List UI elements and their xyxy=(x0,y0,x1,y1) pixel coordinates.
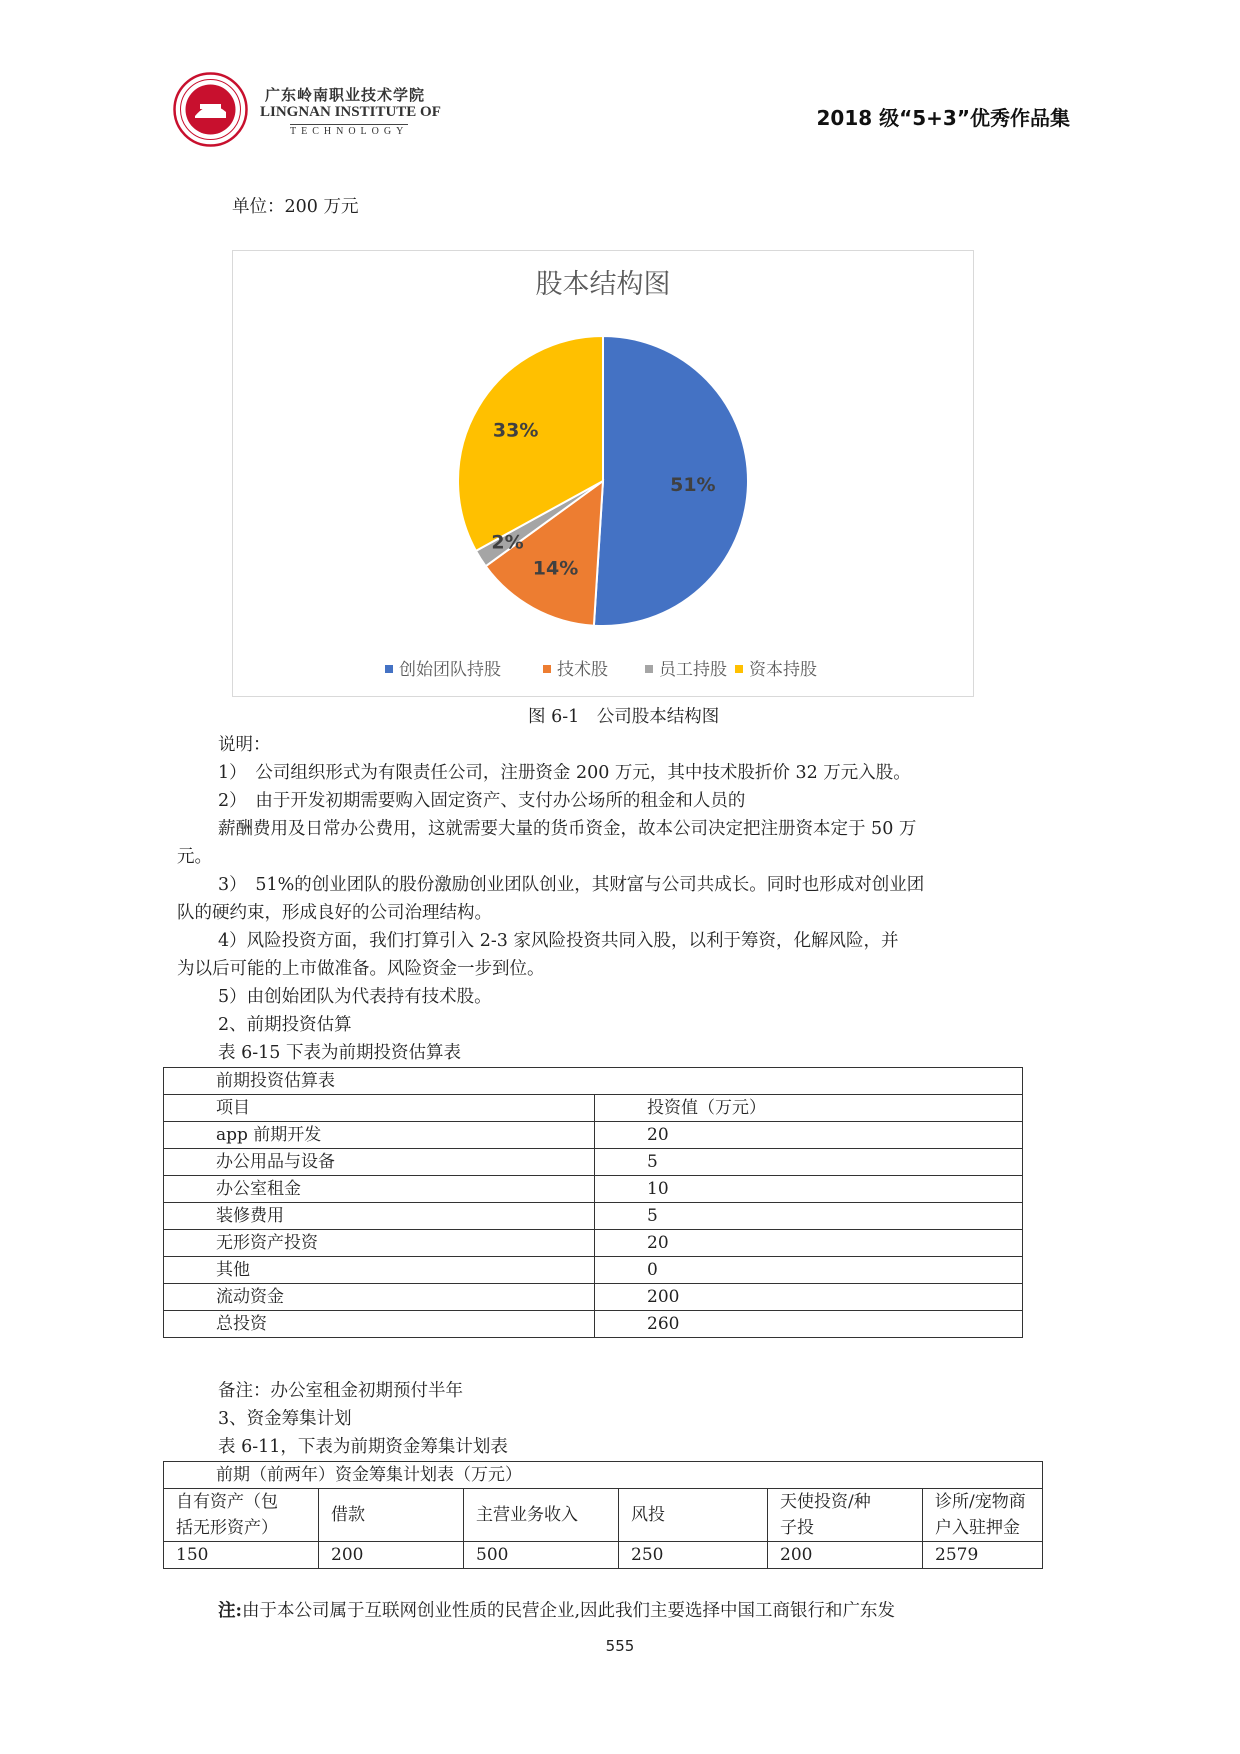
note-line: 薪酬费用及日常办公费用，这就需要大量的货币资金，故本公司决定把注册资本定于 50 万 xyxy=(218,819,917,839)
table-cell: 260 xyxy=(595,1311,1023,1338)
pie-data-label: 2% xyxy=(491,531,524,554)
pie-chart-frame xyxy=(232,250,974,697)
table-cell: 其他 xyxy=(164,1257,595,1284)
table-cell: 10 xyxy=(595,1176,1023,1203)
column-header xyxy=(619,1489,768,1542)
note-line: 5）由创始团队为代表持有技术股。 xyxy=(218,987,492,1007)
table-cell: 无形资产投资 xyxy=(164,1230,595,1257)
legend-label: 技术股 xyxy=(557,660,608,680)
legend-label: 资本持股 xyxy=(749,660,817,680)
table-remark: 备注：办公室租金初期预付半年 xyxy=(218,1381,463,1401)
note-line: 队的硬约束，形成良好的公司治理结构。 xyxy=(177,903,492,923)
column-header xyxy=(164,1489,319,1542)
table-cell: 20 xyxy=(595,1230,1023,1257)
table-title-row xyxy=(164,1068,1023,1095)
section-heading: 3、资金筹集计划 xyxy=(218,1409,352,1429)
table-row xyxy=(164,1542,1043,1569)
column-header xyxy=(768,1489,923,1542)
note-line: 4）风险投资方面，我们打算引入 2-3 家风险投资共同入股，以利于筹资，化解风险，并 xyxy=(218,931,899,951)
note-line: 元。 xyxy=(177,847,212,867)
table-cell: 总投资 xyxy=(164,1311,595,1338)
header-line: 括无形资产） xyxy=(176,1518,278,1538)
table-cell: 办公室租金 xyxy=(164,1176,595,1203)
table-row xyxy=(164,1284,1023,1311)
table-header-row xyxy=(164,1489,1043,1542)
legend-label: 创始团队持股 xyxy=(399,660,501,680)
header-line: 诊所/宠物商 xyxy=(935,1492,1026,1512)
final-note-label: 注: xyxy=(218,1601,242,1621)
figure-caption: 图 6-1 公司股本结构图 xyxy=(528,707,720,727)
header-line: 借款 xyxy=(331,1505,365,1525)
final-note-text: 由于本公司属于互联网创业性质的民营企业,因此我们主要选择中国工商银行和广东发 xyxy=(241,1601,896,1621)
column-header: 项目 xyxy=(164,1095,595,1122)
table-cell: 20 xyxy=(595,1122,1023,1149)
header-line: 自有资产（包 xyxy=(176,1492,278,1512)
table-caption: 表 6-11，下表为前期资金筹集计划表 xyxy=(218,1437,508,1457)
header-line: 子投 xyxy=(780,1518,814,1538)
table-header-row xyxy=(164,1095,1023,1122)
table-title: 前期投资估算表 xyxy=(164,1068,1023,1095)
header-line: 风投 xyxy=(631,1505,665,1525)
table-cell: 5 xyxy=(595,1203,1023,1230)
column-header: 投资值（万元） xyxy=(595,1095,1023,1122)
table-caption: 表 6-15 下表为前期投资估算表 xyxy=(218,1043,461,1063)
final-note xyxy=(218,1597,895,1625)
table-row xyxy=(164,1176,1023,1203)
column-header xyxy=(464,1489,619,1542)
table-cell: 200 xyxy=(768,1542,923,1569)
table-row xyxy=(164,1230,1023,1257)
table-cell: 150 xyxy=(164,1542,319,1569)
table-row xyxy=(164,1203,1023,1230)
note-line: 1） 公司组织形式为有限责任公司，注册资金 200 万元，其中技术股折价 32 万元入股。 xyxy=(218,763,911,783)
pie-data-label: 33% xyxy=(492,419,539,442)
funding-plan-table xyxy=(163,1461,1043,1569)
note-line: 为以后可能的上市做准备。风险资金一步到位。 xyxy=(177,959,545,979)
note-line: 3） 51%的创业团队的股份激励创业团队创业，其财富与公司共成长。同时也形成对创业团 xyxy=(218,875,925,895)
unit-line: 单位：200 万元 xyxy=(232,197,359,217)
column-header xyxy=(923,1489,1043,1542)
investment-estimate-table xyxy=(163,1067,1023,1338)
table-cell: 流动资金 xyxy=(164,1284,595,1311)
legend-swatch xyxy=(735,665,743,673)
collection-title: 2018 级“5+3”优秀作品集 xyxy=(816,106,1070,130)
table-cell: 装修费用 xyxy=(164,1203,595,1230)
page-number: 555 xyxy=(605,1637,635,1655)
legend-label: 员工持股 xyxy=(659,660,727,680)
pie-chart xyxy=(233,251,973,696)
pie-data-label: 51% xyxy=(670,473,716,496)
legend-swatch xyxy=(385,665,393,673)
legend-swatch xyxy=(543,665,551,673)
table-cell: 办公用品与设备 xyxy=(164,1149,595,1176)
school-name-en: LINGNAN INSTITUTE OF xyxy=(260,104,441,120)
header-line: 户入驻押金 xyxy=(935,1518,1020,1538)
header-line: 主营业务收入 xyxy=(476,1505,578,1525)
notes-heading: 说明： xyxy=(218,735,271,755)
school-logo xyxy=(173,72,248,147)
school-name-cn: 广东岭南职业技术学院 xyxy=(265,86,426,104)
note-line: 2） 由于开发初期需要购入固定资产、支付办公场所的租金和人员的 xyxy=(218,791,746,811)
table-row xyxy=(164,1149,1023,1176)
chart-title: 股本结构图 xyxy=(535,269,671,300)
table-row xyxy=(164,1311,1023,1338)
table-row xyxy=(164,1257,1023,1284)
column-header xyxy=(319,1489,464,1542)
table-row xyxy=(164,1122,1023,1149)
section-heading: 2、前期投资估算 xyxy=(218,1015,352,1035)
table-cell: app 前期开发 xyxy=(164,1122,595,1149)
table-cell: 200 xyxy=(319,1542,464,1569)
school-name-en-sub: TECHNOLOGY xyxy=(290,126,409,137)
table-cell: 0 xyxy=(595,1257,1023,1284)
table-title: 前期（前两年）资金筹集计划表（万元） xyxy=(164,1462,1043,1489)
table-title-row xyxy=(164,1462,1043,1489)
table-cell: 5 xyxy=(595,1149,1023,1176)
table-cell: 200 xyxy=(595,1284,1023,1311)
table-cell: 2579 xyxy=(923,1542,1043,1569)
table-cell: 500 xyxy=(464,1542,619,1569)
pie-data-label: 14% xyxy=(532,557,579,580)
table-cell: 250 xyxy=(619,1542,768,1569)
header-line: 天使投资/种 xyxy=(780,1492,871,1512)
legend-swatch xyxy=(645,665,653,673)
